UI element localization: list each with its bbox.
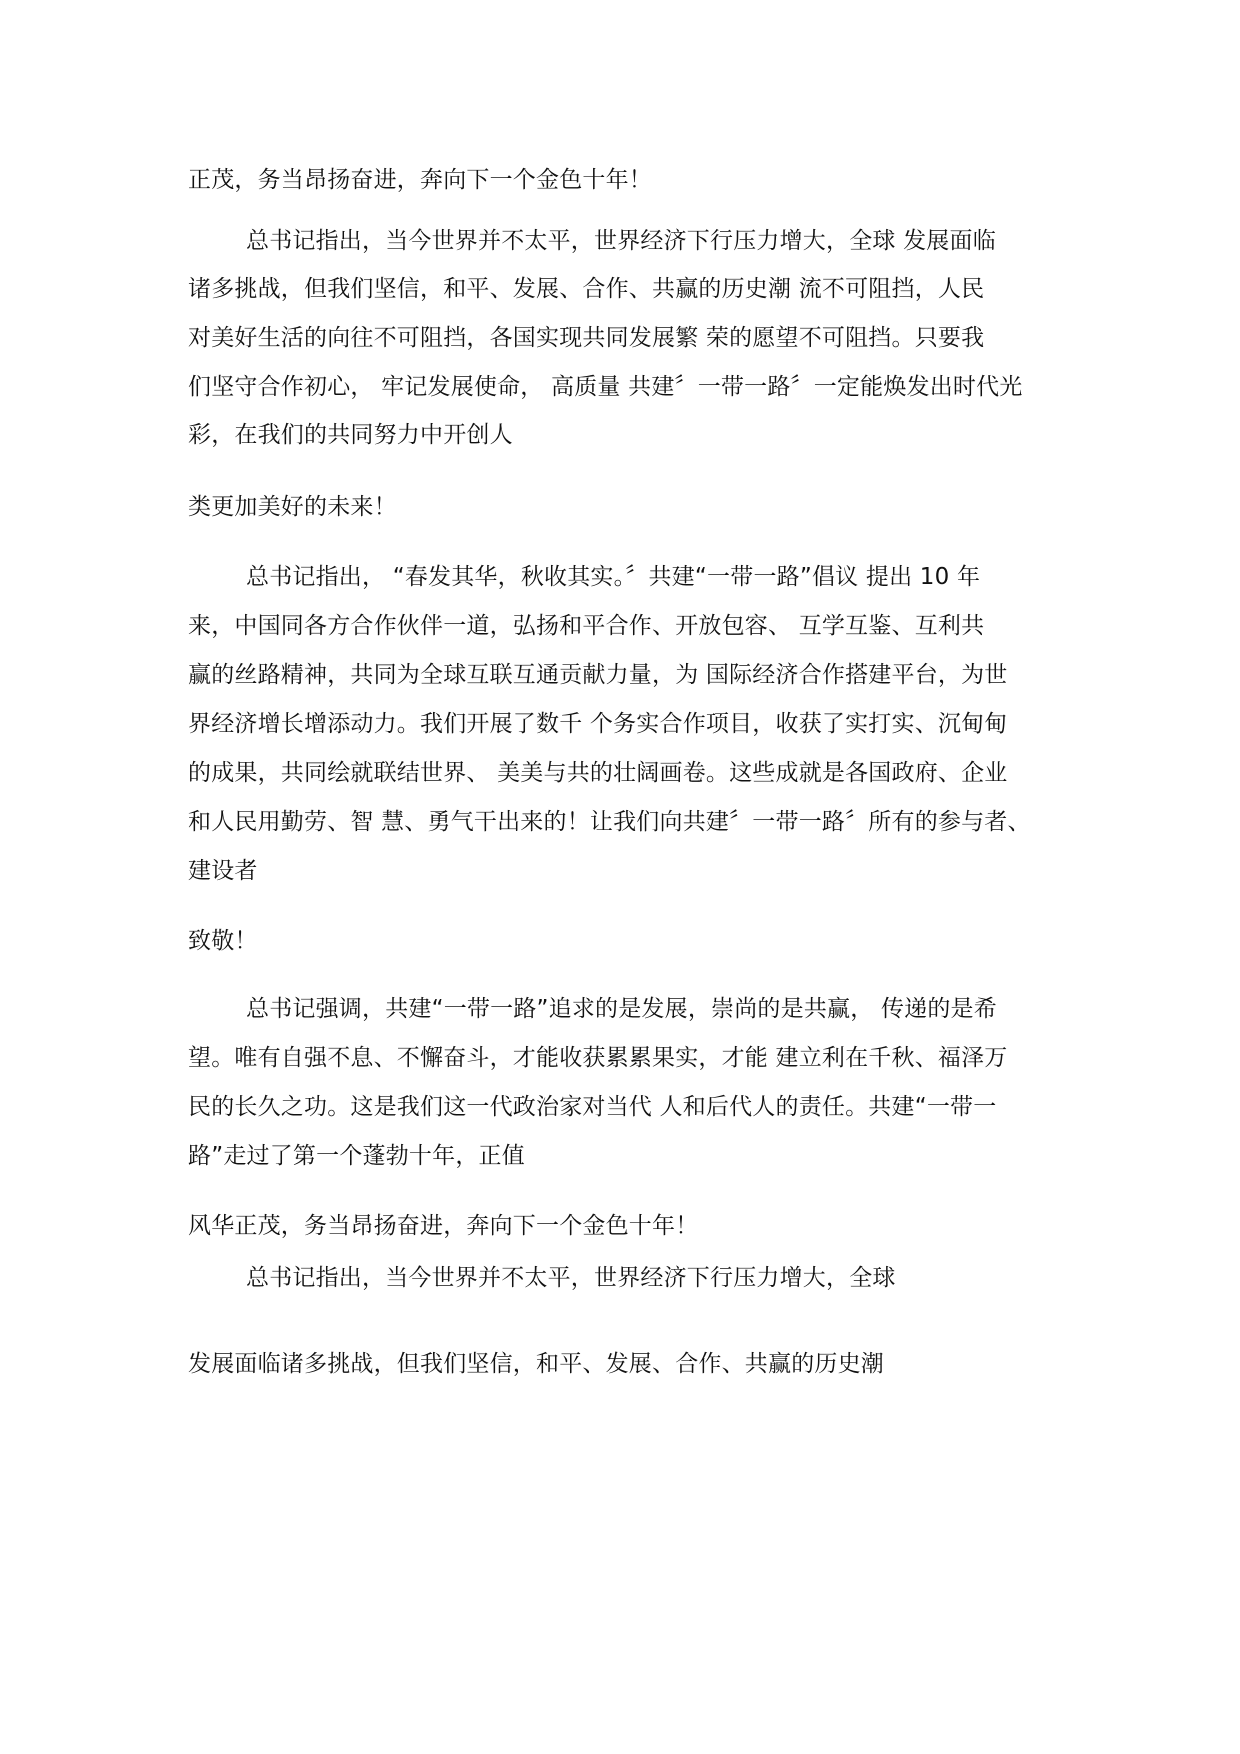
text-line: 诸多挑战，但我们坚信，和平、发展、合作、共赢的历史潮 流不可阻挡，人民: [188, 276, 985, 302]
paragraph-first-line: 总书记强调，共建“一带一路”追求的是发展，崇尚的是共赢， 传递的是希: [246, 996, 997, 1022]
text-line: 风华正茂，务当昂扬奋进，奔向下一个金色十年！: [188, 1213, 699, 1239]
text-line: 正茂，务当昂扬奋进，奔向下一个金色十年！: [188, 167, 652, 193]
paragraph-first-line: 总书记指出，当今世界并不太平，世界经济下行压力增大，全球: [246, 1265, 896, 1291]
text-line: 类更加美好的未来！: [188, 494, 397, 520]
text-line: 望。唯有自强不息、不懈奋斗，才能收获累累果实，才能 建立利在千秋、福泽万: [188, 1045, 1008, 1071]
text-line: 来，中国同各方合作伙伴一道，弘扬和平合作、开放包容、 互学互鉴、互利共: [188, 613, 985, 639]
text-line: 彩，在我们的共同努力中开创人: [188, 422, 513, 448]
text-line: 发展面临诸多挑战，但我们坚信，和平、发展、合作、共赢的历史潮: [188, 1351, 884, 1377]
text-line: 建设者: [188, 858, 258, 884]
text-line: 赢的丝路精神，共同为全球互联互通贡献力量，为 国际经济合作搭建平台，为世: [188, 662, 1008, 688]
text-line: 致敬！: [188, 928, 258, 954]
text-line: 和人民用勤劳、智 慧、勇气干出来的！让我们向共建〞一带一路〞所有的参与者、: [188, 809, 1031, 835]
paragraph-first-line: 总书记指出，当今世界并不太平，世界经济下行压力增大，全球 发展面临: [246, 228, 996, 254]
text-line: 民的长久之功。这是我们这一代政治家对当代 人和后代人的责任。共建“一带一: [188, 1094, 997, 1120]
text-line: 对美好生活的向往不可阻挡，各国实现共同发展繁 荣的愿望不可阻挡。只要我: [188, 325, 985, 351]
text-line: 界经济增长增添动力。我们开展了数千 个务实合作项目，收获了实打实、沉甸甸: [188, 711, 1008, 737]
paragraph-first-line: 总书记指出， “春发其华，秋收其实。〞共建“一带一路”倡议 提出 10 年: [246, 564, 981, 590]
text-line: 的成果，共同绘就联结世界、 美美与共的壮阔画卷。这些成就是各国政府、企业: [188, 760, 1008, 786]
text-line: 路”走过了第一个蓬勃十年，正值: [188, 1143, 525, 1169]
text-line: 们坚守合作初心， 牢记发展使命， 高质量 共建〞一带一路〞一定能焕发出时代光: [188, 374, 1023, 400]
